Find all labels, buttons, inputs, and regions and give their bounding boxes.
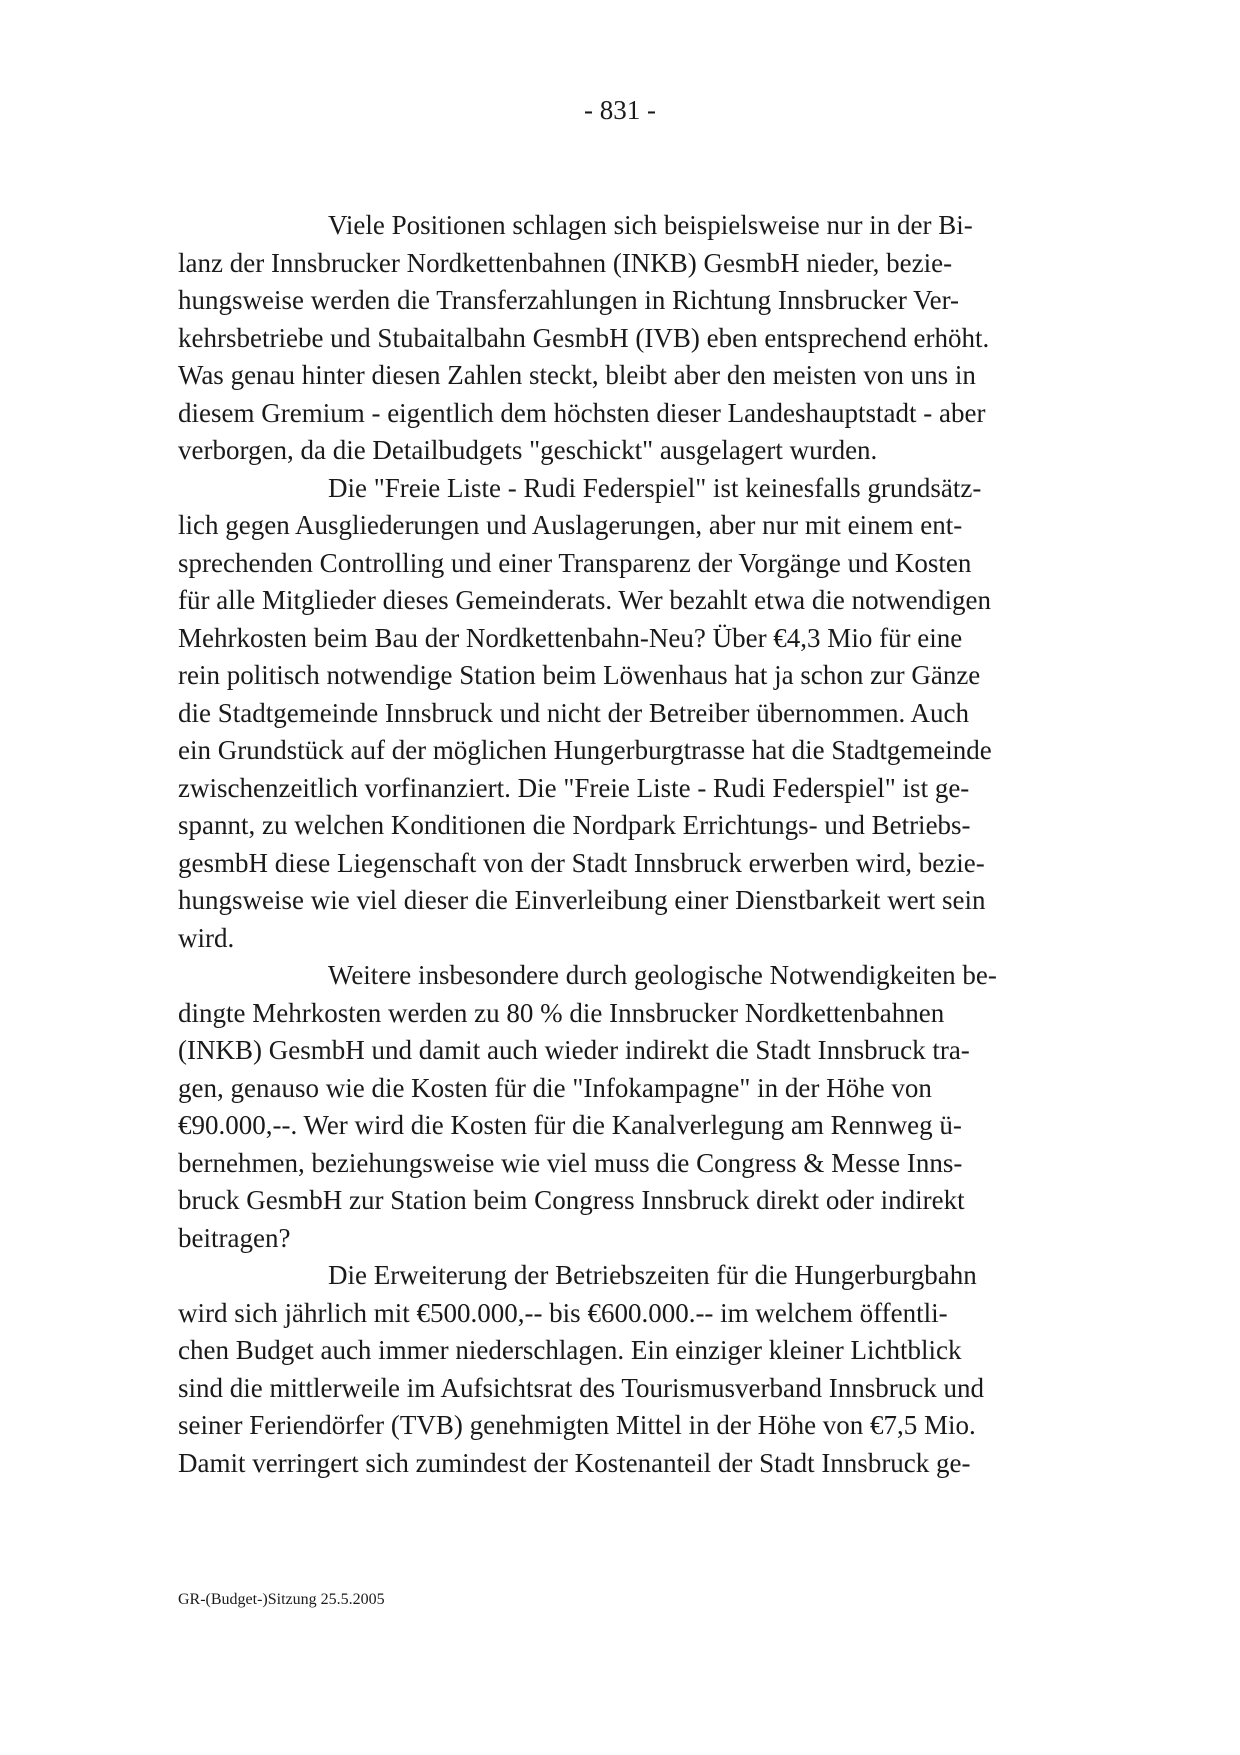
text-line: sind die mittlerweile im Aufsichtsrat des Tourismusverband Innsbruck und [178,1372,984,1403]
text-line: hungsweise werden die Transferzahlungen in Richtung Innsbrucker Ver- [178,285,960,315]
text-line: rein politisch notwendige Station beim Löwenhaus hat ja schon zur Gänze [178,660,981,690]
text-line: Mehrkosten beim Bau der Nordkettenbahn-Neu? Über €4,3 Mio für eine [178,622,963,653]
text-line: lanz der Innsbrucker Nordkettenbahnen (INKB) GesmbH nieder, bezie- [178,247,953,278]
text-line: spannt, zu welchen Konditionen die Nordpark Errichtungs- und Betriebs- [178,810,971,840]
paragraph [178,957,1078,1257]
text-line: beitragen? [178,1222,291,1253]
text-line: wird sich jährlich mit €500.000,-- bis €600.000.-- im welchem öffentli- [178,1297,948,1328]
text-line: wird. [178,922,235,953]
text-line: €90.000,--. Wer wird die Kosten für die Kanalverlegung am Rennweg ü- [178,1110,962,1140]
footer-session-info: GR-(Budget-)Sitzung 25.5.2005 [178,1591,385,1608]
text-line: Viele Positionen schlagen sich beispielsweise nur in der Bi- [328,210,973,240]
paragraph [178,1257,1078,1482]
text-line: Damit verringert sich zumindest der Kostenanteil der Stadt Innsbruck ge- [178,1447,971,1478]
text-line: diesem Gremium - eigentlich dem höchsten dieser Landeshauptstadt - aber [178,397,986,428]
text-line: hungsweise wie viel dieser die Einverleibung einer Dienstbarkeit wert sein [178,885,986,915]
page-number: - 831 - [584,95,656,125]
text-line: für alle Mitglieder dieses Gemeinderats. Wer bezahlt etwa die notwendigen [178,585,992,615]
text-line: Die Erweiterung der Betriebszeiten für die Hungerburgbahn [328,1260,977,1290]
text-line: bruck GesmbH zur Station beim Congress Innsbruck direkt oder indirekt [178,1185,965,1215]
text-line: zwischenzeitlich vorfinanziert. Die "Freie Liste - Rudi Federspiel" ist ge- [178,772,970,803]
text-line: dingte Mehrkosten werden zu 80 % die Innsbrucker Nordkettenbahnen [178,997,945,1028]
text-line: kehrsbetriebe und Stubaitalbahn GesmbH (IVB) eben entsprechend erhöht. [178,322,990,353]
text-line: (INKB) GesmbH und damit auch wieder indirekt die Stadt Innsbruck tra- [178,1035,970,1065]
text-line: bernehmen, beziehungsweise wie viel muss die Congress & Messe Inns- [178,1147,963,1178]
text-line: gesmbH diese Liegenschaft von der Stadt Innsbruck erwerben wird, bezie- [178,847,985,878]
text-line: die Stadtgemeinde Innsbruck und nicht der Betreiber übernommen. Auch [178,697,970,728]
paragraph [178,207,1078,470]
text-line: ein Grundstück auf der möglichen Hungerburgtrasse hat die Stadtgemeinde [178,735,992,765]
body-text [178,207,1078,1482]
text-line: verborgen, da die Detailbudgets "geschickt" ausgelagert wurden. [178,435,878,465]
text-line: Was genau hinter diesen Zahlen steckt, bleibt aber den meisten von uns in [178,360,976,390]
text-line: seiner Feriendörfer (TVB) genehmigten Mittel in der Höhe von €7,5 Mio. [178,1410,976,1440]
text-line: Weitere insbesondere durch geologische Notwendigkeiten be- [328,960,997,990]
paragraph [178,470,1078,958]
text-line: chen Budget auch immer niederschlagen. Ein einziger kleiner Lichtblick [178,1335,962,1365]
text-line: lich gegen Ausgliederungen und Auslagerungen, aber nur mit einem ent- [178,510,963,540]
text-line: Die "Freie Liste - Rudi Federspiel" ist keinesfalls grundsätz- [328,472,982,503]
text-line: sprechenden Controlling und einer Transparenz der Vorgänge und Kosten [178,547,972,578]
text-line: gen, genauso wie die Kosten für die "Infokampagne" in der Höhe von [178,1072,932,1103]
